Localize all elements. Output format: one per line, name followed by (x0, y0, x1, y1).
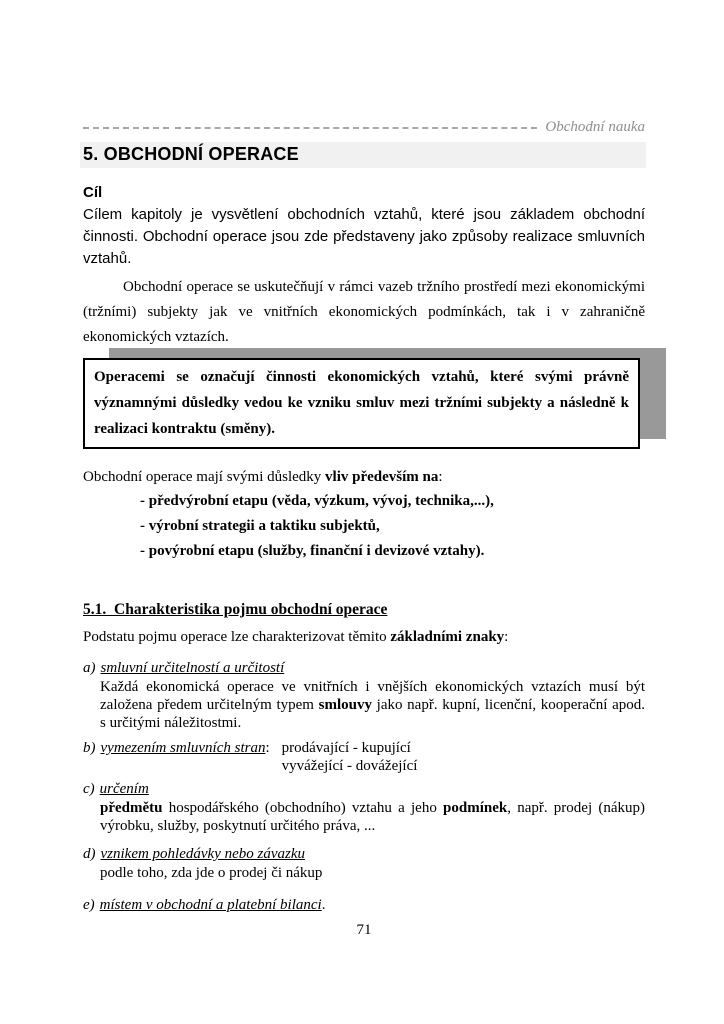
list-item-a-term-line (83, 659, 645, 678)
effects-lead-colon: : (438, 469, 443, 485)
list-item-b-pair-2: vyvážející - dovážející (281, 758, 418, 774)
list-item-a-marker: a) (83, 660, 96, 676)
list-item-e-term-line (83, 896, 645, 915)
header-rule-right (175, 127, 537, 129)
list-item-a-body-bold: smlouvy (318, 697, 372, 713)
effect-item-2: - výrobní strategii a taktiku subjektů, (140, 518, 380, 534)
chapter-title: 5. OBCHODNÍ OPERACE (83, 144, 299, 164)
list-item-e (83, 896, 645, 915)
list-item-c (83, 780, 645, 835)
list-item-b-pairs (282, 739, 418, 775)
list-item-c-bold-2: podmínek (443, 800, 508, 816)
chapter-title-bar (80, 142, 646, 168)
list-item-e-term: místem v obchodní a platební bilanci (99, 897, 322, 913)
goal-heading: Cíl (83, 184, 103, 201)
list-item-c-body-2: , např. prodej (nákup) výrobku, služby, poskytnutí určitého práva, ... (100, 800, 645, 834)
list-item-a-term: smluvní určitelností a určitostí (100, 660, 285, 676)
list-item-d-term-line (83, 845, 645, 864)
list-item-c-term: určením (99, 781, 149, 797)
section-intro-text: Podstatu pojmu operace lze charakterizovat těmito (83, 629, 391, 645)
list-item-d-marker: d) (83, 846, 96, 862)
section-intro (83, 627, 645, 647)
section-intro-colon: : (504, 629, 509, 645)
page-content (83, 0, 645, 940)
effects-lead-bold: vliv především na (325, 469, 439, 485)
list-item-b-colon: : (265, 740, 270, 756)
list-item-a-body-2: jako např. kupní, licenční, kooperační apod. s určitými náležitostmi. (100, 697, 645, 731)
header-rule-left (83, 127, 169, 129)
effects-items (140, 489, 645, 564)
list-item-c-body-1: hospodářského (obchodního) vztahu a jeho (162, 800, 444, 816)
list-item-d (83, 845, 645, 882)
list-item-b (83, 739, 645, 775)
effect-item-3: - povýrobní etapu (služby, finanční i devizové vztahy). (140, 543, 485, 559)
intro-paragraph: Obchodní operace se uskutečňují v rámci vazeb tržního prostředí mezi ekonomickými (tržními) subjekty jak ve vnitřních ekonomických podmínkách, tak i v zahraničně ekonomických vztazích. (83, 279, 645, 345)
list-item-c-term-line (83, 780, 645, 799)
list-item-b-term-line (83, 739, 270, 775)
effects-lead-text: Obchodní operace mají svými důsledky (83, 469, 326, 485)
goal-paragraph: Cílem kapitoly je vysvětlení obchodních vztahů, které jsou základem obchodní činnosti. Obchodní operace jsou zde představeny jako způsoby realizace smluvních vztahů. (83, 206, 645, 267)
list-item-c-marker: c) (83, 781, 95, 797)
page-header (83, 118, 645, 137)
list-item-d-term: vznikem pohledávky nebo závazku (100, 846, 306, 862)
list-item-a (83, 659, 645, 732)
list-item-a-body-1: Každá ekonomická operace ve vnitřních i vnějších ekonomických vztazích musí být založena předem určitelným typem (100, 679, 645, 713)
section-intro-bold: základními znaky (390, 629, 505, 645)
list-item-c-body (100, 799, 645, 835)
list-item-d-body: podle toho, zda jde o prodej či nákup (100, 865, 323, 881)
highlight-box-wrap (83, 358, 640, 449)
list-item-e-period: . (321, 897, 326, 913)
page-number: 71 (356, 922, 372, 938)
list-item-b-marker: b) (83, 740, 96, 756)
list-item-c-bold-1: předmětu (100, 800, 163, 816)
list-item-a-body (100, 678, 645, 732)
effect-item-1: - předvýrobní etapu (věda, výzkum, vývoj, technika,...), (140, 493, 494, 509)
header-label: Obchodní nauka (545, 119, 645, 135)
effects-lead (83, 467, 645, 487)
list-item-b-term: vymezením smluvních stran (100, 740, 266, 756)
section-heading: 5.1. Charakteristika pojmu obchodní operace (83, 601, 388, 618)
list-item-b-pair-1: prodávající - kupující (281, 740, 411, 756)
list-item-e-marker: e) (83, 897, 95, 913)
highlight-box: Operacemi se označují činnosti ekonomických vztahů, které svými právně významnými důsledky vedou ke vzniku smluv mezi tržními subjekty a následně k realizaci kontraktu (směny). (83, 358, 640, 449)
